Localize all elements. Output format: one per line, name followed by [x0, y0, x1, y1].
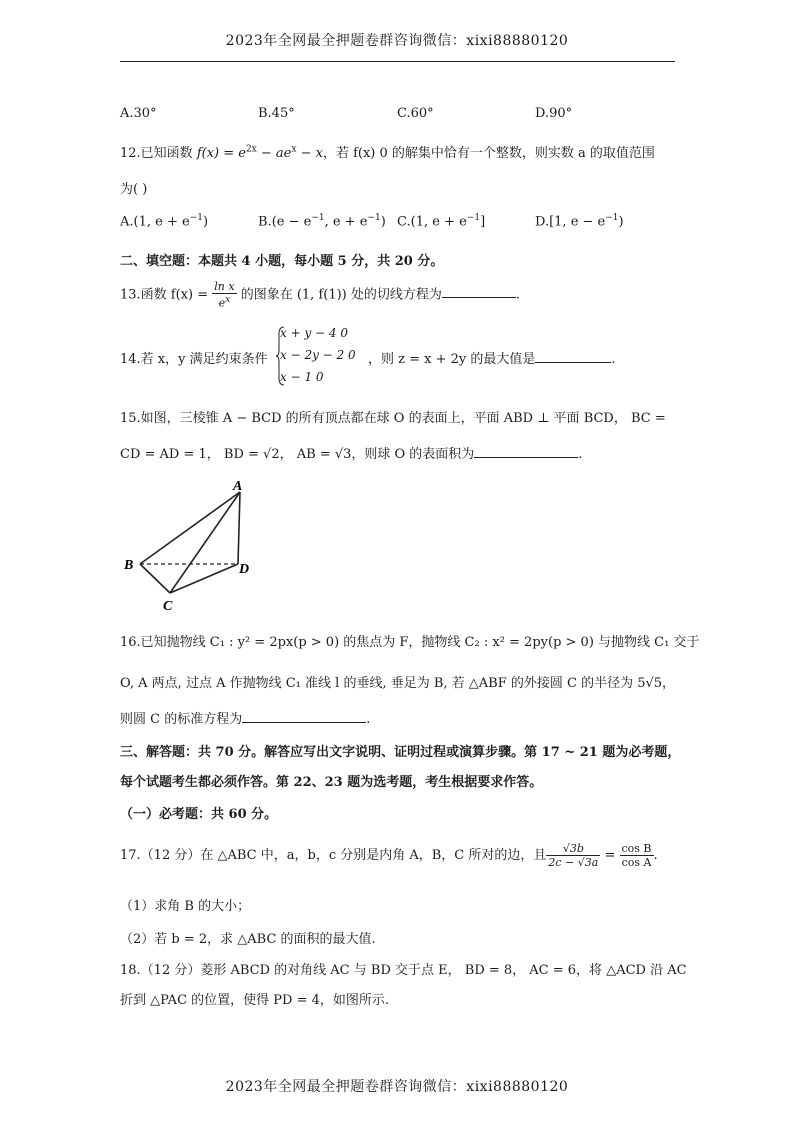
q18-line-2: 折到 △PAC 的位置，使得 PD = 4，如图所示. — [120, 993, 390, 1008]
q11-option-d: D.90° — [535, 106, 573, 121]
q12-stem: 12.已知函数 $f(x) = e^{2x} - ae^x - x$，若 f(x) 0 的解集中恰有一个整数，则实数 a 的取值范围 — [120, 144, 655, 161]
page-header: 2023年全网最全押题卷群咨询微信：xixi88880120 — [225, 33, 569, 49]
q17-stem: 17.（12 分）在 △ABC 中，a，b，c 分别是内角 A，B，C 所对的边，且 $\frac{√3b}{2c - √3a}$ = $\frac{\text{cos B}}{\text{cos A}}$ . — [120, 842, 658, 869]
q17-fraction-right: $\frac{\text{cos B}}{\text{cos A}}$ — [621, 842, 652, 869]
q12-option-d: D.[1, $e - e^{-1}$) — [535, 213, 624, 230]
q12-option-a: A.(1, $e + e^{-1}$) — [120, 213, 209, 230]
q11-option-c: C.60° — [397, 106, 434, 121]
q14-constraint-2: x − 2y − 2 0 — [280, 348, 356, 362]
q16-line-2: O, A 两点, 过点 A 作抛物线 C₁ 准线 l 的垂线, 垂足为 B, 若 △ABF 的外接圆 C 的半径为 5√5， — [120, 676, 676, 691]
q14-constraint-1: x + y − 4 0 — [280, 326, 348, 340]
q12-option-b: $B.(e - e^{-1}$, $e + e^{-1}$) — [258, 213, 386, 230]
q13-answer-blank — [442, 285, 516, 298]
q15-answer-blank — [474, 445, 578, 458]
section-3-title-line-2: 每个试题考生都必须作答。第 22、23 题为选考题，考生根据要求作答。 — [120, 775, 543, 790]
q15-line-2: CD = AD = 1， BD = √2， AB = √3，则球 O 的表面积为 . — [120, 447, 583, 462]
q15-tetrahedron-figure — [120, 478, 270, 613]
q17-part-1: （1）求角 B 的大小； — [120, 899, 251, 914]
q14-lead: 14.若 x，y 满足约束条件 — [120, 352, 268, 367]
q16-line-1: 16.已知抛物线 C₁ : y² = 2px(p > 0) 的焦点为 F，抛物线 C₂ : x² = 2py(p > 0) 与抛物线 C₁ 交于 — [120, 635, 700, 650]
edge-bc — [140, 564, 170, 593]
vertex-label-a: A — [233, 479, 243, 494]
q18-line-1: 18.（12 分）菱形 ABCD 的对角线 AC 与 BD 交于点 E， BD = 8， AC = 6，将 △ACD 沿 AC — [120, 963, 687, 978]
q16-answer-blank — [242, 710, 366, 723]
q15-line-1: 15.如图，三棱锥 A − BCD 的所有顶点都在球 O 的表面上，平面 ABD ⊥ 平面 BCD， BC = — [120, 411, 666, 426]
section-3-title-line-1: 三、解答题：共 70 分。解答应写出文字说明、证明过程或演算步骤。第 17 ~ 21 题为必考题， — [120, 745, 681, 760]
header-rule — [120, 61, 675, 62]
q17-part-2: （2）若 b = 2，求 △ABC 的面积的最大值. — [120, 932, 376, 947]
q14-tail: ，则 z = x + 2y 的最大值是 . — [368, 352, 616, 367]
q14-constraint-3: x − 1 0 — [280, 370, 324, 384]
q11-option-a: A.30° — [120, 106, 157, 121]
edge-ad — [238, 492, 240, 564]
q11-option-b: B.45° — [258, 106, 295, 121]
q13-fraction: $\frac{\text{ln x}}{e^x}$ — [214, 280, 235, 310]
q14-answer-blank — [535, 350, 611, 363]
vertex-label-c: C — [163, 599, 173, 613]
vertex-label-b: B — [124, 558, 134, 573]
section-2-title: 二、填空题：本题共 4 小题，每小题 5 分，共 20 分。 — [120, 254, 444, 269]
q16-line-3: 则圆 C 的标准方程为 . — [120, 712, 371, 727]
q12-option-c: C.(1, $e + e^{-1}$] — [397, 213, 486, 230]
q12-stem-cont: 为( ) — [120, 182, 148, 197]
page-footer: 2023年全网最全押题卷群咨询微信：xixi88880120 — [225, 1079, 569, 1095]
q17-fraction-left: $\frac{√3b}{2c - √3a}$ — [548, 842, 599, 869]
vertex-label-d: D — [239, 562, 250, 577]
q13-stem: 13.函数 f(x) = $\frac{\text{ln x}}{e^x}$ 的图象在 (1, f(1)) 处的切线方程为 . — [120, 280, 521, 310]
section-3-subtitle: （一）必考题：共 60 分。 — [120, 807, 278, 822]
edge-ab — [140, 492, 240, 564]
